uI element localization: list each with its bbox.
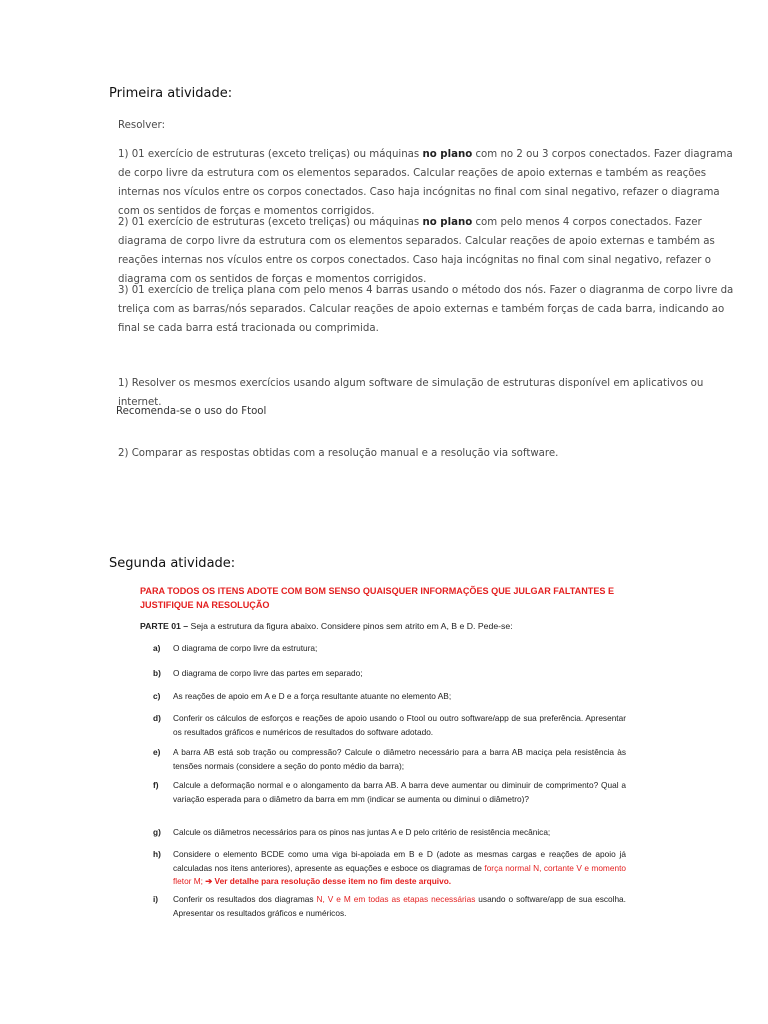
question-letter: i)	[153, 894, 159, 904]
question-letter: h)	[153, 849, 161, 859]
question-letter: a)	[153, 643, 161, 653]
question-a	[153, 642, 626, 656]
arrow-icon: ➔	[202, 876, 215, 887]
first-activity-heading: Primeira atividade:	[109, 86, 233, 101]
question-e	[153, 746, 626, 773]
item1-text-pre: 1) 01 exercício de estruturas (exceto treliças) ou máquinas	[118, 149, 423, 160]
question-h-red-text: força normal N, cortante V e momento fletor M;	[173, 862, 626, 887]
question-letter: c)	[153, 691, 161, 701]
question-text: Conferir os cálculos de esforços e reações de apoio usando o Ftool ou outro software/app de sua preferência. Apresentar os resultados gráficos e numéricos de resultados do software adotado.	[173, 713, 626, 737]
software-item-2: 2) Comparar as respostas obtidas com a resolução manual e a resolução via software.	[118, 448, 559, 459]
question-letter: g)	[153, 827, 161, 837]
part-01-text: Seja a estrutura da figura abaixo. Considere pinos sem atrito em A, B e D. Pede-se:	[188, 621, 513, 631]
item2-text-post: com pelo menos 4 corpos conectados. Fazer diagrama de corpo livre da estrutura com os elementos separados. Calcular reações de apoio externas e também as reações internas nos vículos entre os corpos conectados. Caso haja incógnitas no final com sinal negativo, refazer o diagrama com os sentidos de forças e momentos corrigidos.	[118, 217, 715, 285]
question-letter: b)	[153, 668, 161, 678]
question-letter: d)	[153, 713, 161, 723]
part-01-intro	[140, 620, 630, 634]
question-i-text-pre: Conferir os resultados dos diagramas	[173, 894, 317, 904]
question-text: Calcule os diâmetros necessários para os pinos nas juntas A e D pelo critério de resistência mecânica;	[173, 827, 551, 837]
ftool-recommendation: Recomenda-se o uso do Ftool	[116, 406, 267, 417]
activity1-item-3: 3) 01 exercício de treliça plana com pelo menos 4 barras usando o método dos nós. Fazer o diagranma de corpo livre da treliça com as barras/nós separados. Calcular reações de apoio externas e também forças de cada barra, indicando ao final se cada barra está tracionada ou comprimida.	[118, 285, 734, 334]
item1-text-post: com no 2 ou 3 corpos conectados. Fazer diagrama de corpo livre da estrutura com os elementos separados. Calcular reações de apoio externas e também as reações internas nos vículos entre os corpos conectados. Caso haja incógnitas no final com sinal negativo, refazer o diagrama com os sentidos de forças e momentos corrigidos.	[118, 149, 733, 217]
question-f	[153, 779, 626, 806]
question-text	[173, 893, 626, 920]
resolver-label: Resolver:	[118, 120, 165, 131]
question-i-red-text: N, V e M em todas as etapas necessárias	[316, 894, 476, 904]
activity1-item-2	[118, 213, 736, 289]
question-h-text: Considere o elemento BCDE como uma viga bi-apoiada em B e D (adote as mesmas cargas e reações de apoio já calculadas nos itens anteriores), apresente as equações e esboce os diagramas de	[173, 849, 626, 873]
instruction-banner: PARA TODOS OS ITENS ADOTE COM BOM SENSO QUAISQUER INFORMAÇÕES QUE JULGAR FALTANTES E JUSTIFIQUE NA RESOLUÇÃO	[140, 586, 615, 610]
item1-bold: no plano	[422, 149, 473, 160]
part-01-label: PARTE 01 –	[140, 621, 189, 631]
question-c	[153, 690, 626, 704]
question-i	[153, 893, 626, 920]
question-i-text-post: usando o software/app de sua escolha. Apresentar os resultados gráficos e numéricos.	[173, 894, 626, 918]
activity1-item-1	[118, 145, 736, 221]
question-d	[153, 712, 626, 739]
question-text: Calcule a deformação normal e o alongamento da barra AB. A barra deve aumentar ou diminuir de comprimento? Qual a variação esperada para o diâmetro da barra em mm (indicar se aumenta ou diminui o diâmetro)?	[173, 780, 626, 804]
question-text: O diagrama de corpo livre das partes em separado;	[173, 668, 363, 678]
question-text: O diagrama de corpo livre da estrutura;	[173, 643, 318, 653]
item2-text-pre: 2) 01 exercício de estruturas (exceto treliças) ou máquinas	[118, 217, 423, 228]
question-letter: e)	[153, 747, 161, 757]
item2-bold: no plano	[422, 217, 473, 228]
question-b	[153, 667, 626, 681]
question-g	[153, 826, 626, 840]
software-item-1: 1) Resolver os mesmos exercícios usando algum software de simulação de estruturas disponível em aplicativos ou internet.	[118, 378, 704, 408]
question-letter: f)	[153, 780, 159, 790]
question-text	[173, 848, 626, 889]
second-activity-heading: Segunda atividade:	[109, 556, 236, 571]
question-h-detail-note: Ver detalhe para resolução desse item no fim deste arquivo.	[214, 876, 452, 887]
question-text: As reações de apoio em A e D e a força resultante atuante no elemento AB;	[173, 691, 452, 701]
question-text: A barra AB está sob tração ou compressão? Calcule o diâmetro necessário para a barra AB maciça pela resistência às tensões normais (considere a seção do ponto médio da barra);	[173, 747, 626, 771]
question-h	[153, 848, 626, 889]
